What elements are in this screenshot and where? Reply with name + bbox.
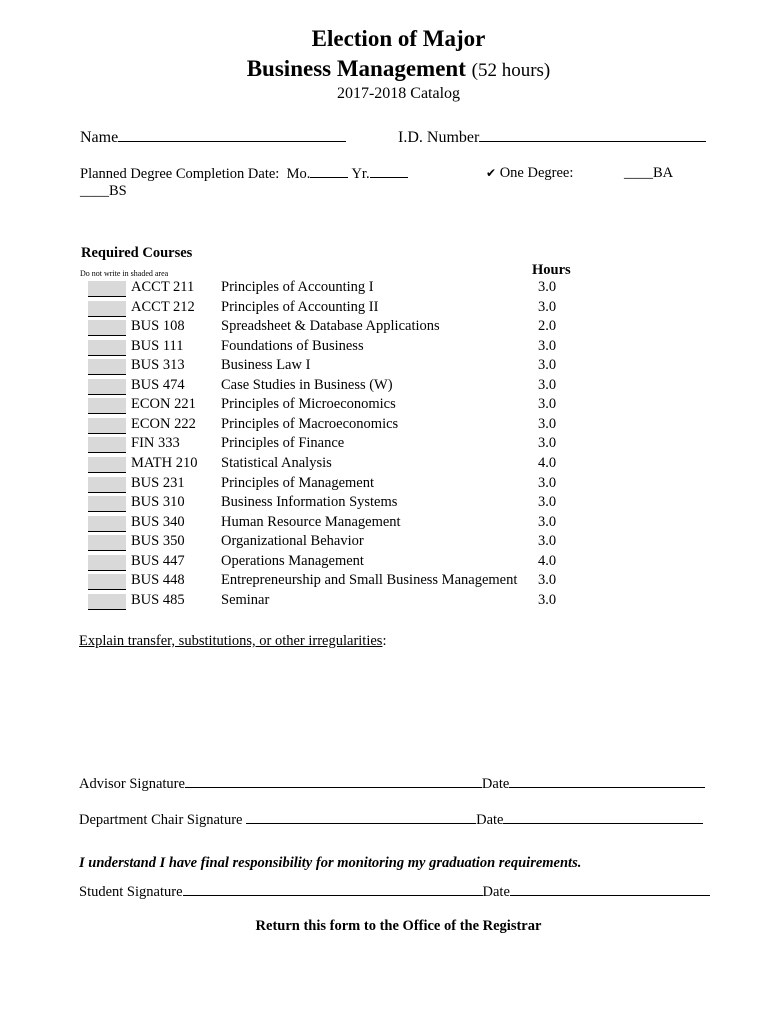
shaded-checkoff-blank: [88, 437, 126, 453]
one-degree-label: One Degree:: [499, 165, 574, 181]
course-hours: 3.0: [538, 474, 557, 491]
course-name: Human Resource Management: [221, 513, 401, 530]
responsibility-statement: I understand I have final responsibility for monitoring my graduation requirements.: [79, 855, 582, 871]
course-name: Principles of Accounting II: [221, 298, 379, 315]
course-code: ACCT 211: [131, 279, 195, 295]
student-signature-row[interactable]: [79, 883, 710, 901]
course-name: Business Information Systems: [221, 494, 398, 511]
shaded-checkoff-blank: [88, 516, 126, 532]
advisor-signature-label: Advisor Signature: [79, 776, 185, 792]
id-field[interactable]: [398, 126, 706, 147]
shaded-checkoff-blank: [88, 340, 126, 356]
shaded-checkoff-blank: [88, 398, 126, 414]
advisor-signature-row[interactable]: [79, 775, 705, 793]
advisor-date-blank[interactable]: [509, 775, 705, 788]
course-hours: 3.0: [538, 572, 557, 589]
course-code: ECON 221: [131, 396, 196, 413]
checkmark-icon: ✔: [486, 166, 497, 180]
course-code: BUS 313: [131, 357, 185, 374]
required-courses-heading: Required Courses: [81, 245, 193, 261]
course-name: Principles of Microeconomics: [221, 396, 396, 413]
return-instruction: Return this form to the Office of the Registrar: [255, 918, 542, 934]
course-code: BUS 474: [131, 376, 185, 393]
name-field[interactable]: [80, 126, 346, 147]
course-hours: 3.0: [538, 494, 557, 511]
course-name: Case Studies in Business (W): [221, 376, 393, 393]
course-code: FIN 333: [131, 435, 180, 452]
course-name: Entrepreneurship and Small Business Management: [221, 572, 518, 589]
course-name: Operations Management: [221, 552, 364, 569]
ba-option[interactable]: ____BA: [624, 165, 674, 181]
chair-signature-row[interactable]: [79, 811, 703, 829]
explain-field[interactable]: [79, 633, 386, 650]
name-label: Name: [80, 129, 119, 146]
bs-option[interactable]: ____BS: [80, 183, 127, 199]
course-code: BUS 111: [131, 337, 184, 354]
form-title: Election of Major: [311, 26, 486, 51]
shaded-checkoff-blank: [88, 320, 126, 336]
major-hours: (52 hours): [471, 60, 551, 81]
course-code: ACCT 212: [131, 298, 195, 315]
shaded-checkoff-blank: [88, 574, 126, 590]
catalog-year: 2017-2018 Catalog: [336, 85, 461, 102]
shaded-checkoff-blank: [88, 594, 126, 610]
course-code: BUS 350: [131, 533, 185, 550]
course-code: BUS 231: [131, 474, 185, 491]
course-name: Seminar: [221, 591, 270, 608]
course-code: BUS 310: [131, 494, 185, 511]
course-hours: 3.0: [538, 415, 557, 432]
form-subtitle: [0, 56, 770, 82]
shaded-checkoff-blank: [88, 359, 126, 375]
shaded-checkoff-blank: [88, 496, 126, 512]
shaded-checkoff-blank: [88, 535, 126, 551]
course-hours: 3.0: [538, 513, 557, 530]
shaded-checkoff-blank: [88, 457, 126, 473]
course-code: BUS 448: [131, 572, 185, 589]
month-label: Mo.: [286, 166, 311, 182]
course-code: BUS 108: [131, 318, 185, 335]
chair-date-label: Date: [476, 812, 504, 828]
course-name: Principles of Finance: [221, 435, 345, 452]
shaded-area-note: Do not write in shaded area: [80, 269, 169, 278]
advisor-date-label: Date: [481, 776, 510, 792]
course-code: MATH 210: [131, 454, 198, 471]
chair-date-blank[interactable]: [503, 811, 703, 824]
course-hours: 3.0: [538, 337, 557, 354]
chair-signature-label: Department Chair Signature: [79, 812, 243, 828]
shaded-checkoff-blank: [88, 281, 126, 297]
explain-colon: :: [382, 633, 387, 649]
chair-signature-blank[interactable]: [246, 811, 476, 824]
course-code: ECON 222: [131, 415, 196, 432]
student-signature-label: Student Signature: [79, 884, 183, 900]
course-name: Principles of Accounting I: [221, 279, 374, 295]
course-hours: 3.0: [538, 357, 557, 374]
completion-date-row: [80, 165, 408, 183]
year-blank[interactable]: [370, 165, 408, 178]
course-hours: 3.0: [538, 298, 557, 315]
student-date-blank[interactable]: [510, 883, 710, 896]
course-code: BUS 340: [131, 513, 185, 530]
shaded-checkoff-blank: [88, 418, 126, 434]
month-blank[interactable]: [310, 165, 348, 178]
name-blank[interactable]: [118, 126, 346, 142]
one-degree-option[interactable]: [486, 165, 573, 182]
id-label: I.D. Number: [398, 129, 480, 146]
course-name: Principles of Management: [221, 474, 375, 491]
shaded-checkoff-blank: [88, 379, 126, 395]
year-label: Yr.: [351, 166, 370, 182]
course-name: Organizational Behavior: [221, 533, 364, 550]
course-code: BUS 447: [131, 552, 185, 569]
course-hours: 4.0: [538, 454, 557, 471]
course-hours: 3.0: [538, 533, 557, 550]
course-code: BUS 485: [131, 591, 185, 608]
shaded-checkoff-blank: [88, 555, 126, 571]
explain-label: Explain transfer, substitutions, or other irregularities: [79, 633, 383, 649]
advisor-signature-blank[interactable]: [185, 775, 482, 788]
course-hours: 3.0: [538, 591, 557, 608]
student-signature-blank[interactable]: [183, 883, 483, 896]
id-blank[interactable]: [479, 126, 706, 142]
course-hours: 3.0: [538, 435, 557, 452]
course-hours: 2.0: [538, 318, 557, 335]
shaded-checkoff-blank: [88, 477, 126, 493]
shaded-checkoff-blank: [88, 301, 126, 317]
completion-label: Planned Degree Completion Date:: [80, 166, 280, 182]
course-hours: 3.0: [538, 279, 557, 295]
major-name: Business Management: [246, 56, 466, 81]
course-name: Spreadsheet & Database Applications: [221, 318, 440, 335]
student-date-label: Date: [482, 884, 510, 900]
course-name: Principles of Macroeconomics: [221, 415, 399, 432]
course-hours: 3.0: [538, 376, 557, 393]
course-hours: 4.0: [538, 552, 557, 569]
course-name: Statistical Analysis: [221, 454, 332, 471]
hours-column-header: Hours: [532, 262, 571, 278]
course-name: Foundations of Business: [221, 337, 364, 354]
course-name: Business Law I: [221, 357, 311, 374]
course-hours: 3.0: [538, 396, 557, 413]
